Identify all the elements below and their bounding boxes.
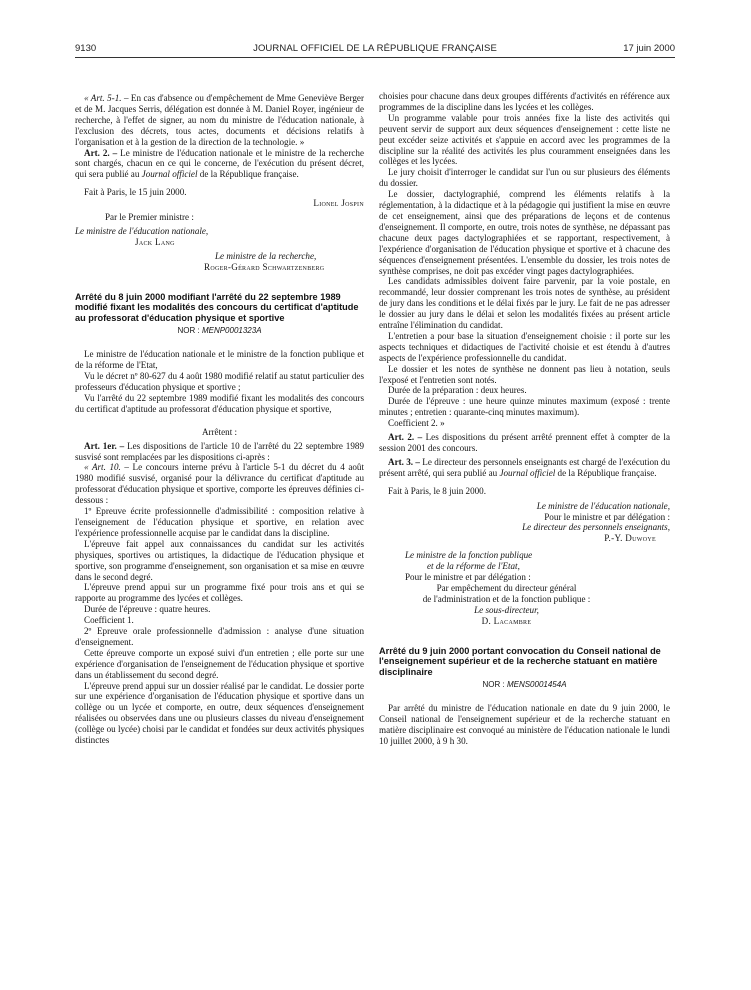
vu-decret: Vu le décret nº 80-627 du 4 août 1980 modifié relatif au statut particulier des professeurs d'éducation physique et sportive ;: [75, 371, 364, 392]
journal-officiel-ref: Journal officiel: [141, 169, 198, 180]
page-number: 9130: [75, 43, 97, 54]
ministre-education-label: Le ministre de l'éducation nationale,: [75, 225, 209, 236]
entretien: L'entretien a pour base la situation d'enseignement choisie : il porte sur les aspects techniques et didactiques de l'activité choisie et est étendu à d'autres aspects de l'expérience professionnelle du candidat.: [379, 330, 670, 363]
sig-administration: de l'administration et de la fonction publique :: [422, 593, 591, 604]
nor-label-2: NOR :: [482, 680, 505, 690]
epreuve-orale-expose: Cette épreuve comporte un exposé suivi d'un entretien ; elle porte sur une expérience d'organisation de l'enseignement de l'éducation physique et sportive dans un établissement du second degré.: [75, 647, 364, 680]
signature-jospin: Lionel Jospin: [313, 198, 364, 209]
epreuve-ecrite-duree: Durée de l'épreuve : quatre heures.: [84, 604, 211, 615]
sig-ministre-fonction-publique: Le ministre de la fonction publique: [405, 550, 533, 561]
signature-lang: Jack Lang: [135, 236, 175, 247]
duree-preparation: Durée de la préparation : deux heures.: [388, 385, 527, 396]
notation: Le dossier et les notes de synthèse ne donnent pas lieu à notation, seuls l'exposé et l'entretien sont notés.: [379, 363, 670, 385]
header-rule: [75, 57, 675, 58]
jury-choix: Le jury choisit d'interroger le candidat sur l'un ou sur plusieurs des éléments du dossier.: [379, 167, 670, 189]
left-column: [75, 93, 364, 746]
article-10-text: Le concours interne prévu à l'article 5-1 du décret du 4 août 1980 modifié susvisé, organisé pour la délivrance du certificat d'aptitude au professorat d'éducation physique et sportive, comporte les épreuves définies ci-dessous :: [75, 462, 364, 506]
intro-paragraph: Le ministre de l'éducation nationale et le ministre de la fonction publique et de la réforme de l'Etat,: [75, 349, 364, 371]
sig-sous-directeur: Le sous-directeur,: [474, 604, 539, 615]
article-2-arrete-text: Les dispositions du présent arrêté prennent effet à compter de la session 2001 des concours.: [379, 432, 670, 453]
article-5-1-text: En cas d'absence ou d'empêchement de Mme Geneviève Berger et de M. Jacques Serris, délégation est donnée à M. Daniel Royer, ingénieur de recherche, à l'effet de signer, au nom du ministre de l'éducation nationale, à l'exclusion des décrets, tous actes, documents et décisions relatifs à l'organisation et à la gestion de la direction de la technologie. »: [75, 93, 364, 147]
sig-delegation: Pour le ministre et par délégation :: [544, 511, 670, 522]
envoi-dossier: Les candidats admissibles doivent faire parvenir, par la voie postale, en recommandé, leur dossier comprenant les trois notes de synthèse, au président de jury dans les conditions et le délai fixés par le jury. Le fait de ne pas adresser le dossier au jury dans le délai et selon les modalités fixées au présent article entraîne l'élimination du candidat.: [379, 276, 670, 331]
article-1-lead: Art. 1er. –: [84, 440, 125, 451]
sig-directeur: Le directeur des personnels enseignants,: [522, 522, 670, 533]
article-2-end: de la République française.: [197, 169, 299, 180]
article-5-1: [75, 93, 364, 148]
nor-label: NOR :: [177, 326, 200, 336]
decree-title-8-juin: Arrêté du 8 juin 2000 modifiant l'arrêté du 22 septembre 1989 modifié fixant les modalités des concours du certificat d'aptitude au professorat d'éducation physique et sportive: [75, 291, 359, 323]
article-10-lead: « Art. 10. –: [84, 462, 129, 473]
programme-activites: Un programme valable pour trois années fixe la liste des activités qui peuvent servir de support aux deux séquences d'enseignement : cette liste ne peut excéder seize activités et s'appuie en accord avec les programmes de la discipline sur la réalité des activités les plus couramment enseignées dans les collèges et les lycées.: [379, 112, 670, 167]
article-2-lead: Art. 2. –: [84, 147, 118, 158]
article-3-text: Le directeur des personnels enseignants est chargé de l'exécution du présent arrêté, qui sera publié au: [379, 456, 670, 478]
sig-reforme-etat: et de la réforme de l'Etat,: [427, 561, 520, 572]
article-3-lead: Art. 3. –: [388, 456, 420, 467]
vu-arrete: Vu l'arrêté du 22 septembre 1989 modifié fixant les modalités des concours du certificat d'aptitude au professorat d'éducation physique et sportive,: [75, 392, 364, 414]
journal-officiel-ref-2: Journal officiel: [499, 467, 556, 478]
article-3-end: de la République française.: [555, 467, 657, 478]
convocation-paragraph: Par arrêté du ministre de l'éducation nationale en date du 9 juin 2000, le Conseil national de l'enseignement supérieur et de la recherche statuant en matière disciplinaire est convoqué au ministère de l'éducation nationale le lundi 10 juillet 2000, à 9 h 30.: [379, 703, 670, 746]
epreuve-ecrite-coefficient: Coefficient 1.: [84, 615, 134, 626]
par-premier-ministre: Par le Premier ministre :: [105, 212, 194, 223]
nor-reference-2: [379, 680, 670, 691]
arretent: Arrêtent :: [201, 426, 238, 437]
article-2-text: Le ministre de l'éducation nationale et le ministre de la recherche sont chargés, chacun en ce qui le concerne, de l'exécution du présent décret, qui sera publié au: [75, 147, 364, 180]
dossier-contenu: Le dossier, dactylographié, comprend les éléments relatifs à la réglementation, à la didactique et à la pédagogie qui justifient la mise en œuvre de cet enseignement, ainsi que des préparations de leçons et de contenus d'enseignement. Il comporte, en outre, trois notes de synthèse, ne dépassant pas chacune deux pages dactylographiées et se rapportant, respectivement, à l'expérience d'organisation de l'éducation physique et sportive et à chacune des séquences d'enseignement présentées. L'ensemble du dossier, les trois notes de synthèse comprises, ne doit pas excéder vingt pages dactylographiées.: [379, 189, 670, 276]
fait-a-paris-8-juin: Fait à Paris, le 8 juin 2000.: [388, 485, 487, 496]
signature-duwoye: P.-Y. Duwoye: [604, 533, 656, 544]
nor-code-2: MENS0001454A: [506, 680, 567, 690]
page-header: [75, 43, 675, 57]
article-1: [75, 441, 364, 463]
decree-title-9-juin: Arrêté du 9 juin 2000 portant convocation du Conseil national de l'enseignement supérieur et de la recherche statuant en matière disciplinaire: [379, 645, 661, 677]
duree-epreuve: Durée de l'épreuve : une heure quinze minutes maximum (exposé : trente minutes ; entretien : quarante-cinq minutes maximum).: [379, 396, 670, 418]
nor-reference: [75, 326, 364, 337]
sig-delegation-2: Pour le ministre et par délégation :: [405, 572, 531, 583]
fait-a-paris: Fait à Paris, le 15 juin 2000.: [84, 187, 187, 198]
ministre-recherche-label: Le ministre de la recherche,: [215, 250, 317, 261]
signature-schwartzenberg: Roger-Gérard Schwartzenberg: [204, 261, 325, 272]
epreuve-ecrite-contenu: L'épreuve fait appel aux connaissances du candidat sur les activités physiques, sportives ou artistiques, la didactique de l'éducation physique et sportive, son programme d'enseignement, son organisation et sa mise en œuvre dans le second degré.: [75, 538, 364, 582]
sig-empechement: Par empêchement du directeur général: [436, 582, 577, 593]
epreuve-ecrite: 1º Epreuve écrite professionnelle d'admissibilité : composition relative à l'enseignement de l'éducation physique et sportive, en relation avec l'expérience professionnelle acquise par le candidat dans la discipline.: [75, 506, 364, 538]
journal-title: JOURNAL OFFICIEL DE LA RÉPUBLIQUE FRANÇAISE: [253, 43, 497, 54]
right-column: [379, 91, 670, 747]
article-3-arrete: [379, 457, 670, 479]
epreuve-orale-dossier: L'épreuve prend appui sur un dossier réalisé par le candidat. Le dossier porte sur une expérience d'organisation de l'éducation physique et sportive dans un collège ou un lycée et comporte, en outre, deux séquences d'enseignement réalisées ou observées dans une ou plusieurs classes du niveau d'enseignement (collège ou lycée) choisi par le candidat et fondées sur deux activités physiques distinctes: [75, 680, 364, 746]
nor-code: MENP0001323A: [201, 326, 262, 336]
signature-lacambre: D. Lacambre: [481, 615, 532, 626]
epreuve-ecrite-programme: L'épreuve prend appui sur un programme fixé pour trois ans et qui se rapporte au programme des lycées et collèges.: [75, 582, 364, 604]
coefficient-2: Coefficient 2. »: [388, 418, 445, 429]
article-2-decree: [75, 148, 364, 181]
sig-ministre-education: Le ministre de l'éducation nationale,: [536, 500, 670, 511]
epreuve-orale: 2º Epreuve orale professionnelle d'admission : analyse d'une situation d'enseignement.: [75, 626, 364, 647]
article-2-arrete: [379, 432, 670, 454]
issue-date: 17 juin 2000: [623, 43, 675, 54]
article-10: [75, 462, 364, 506]
article-2-arrete-lead: Art. 2. –: [388, 432, 423, 443]
dossier-continuation: choisies pour chacune dans deux groupes différents d'activités en référence aux programmes de la discipline dans les lycées et les collèges.: [379, 91, 670, 112]
article-5-1-lead: « Art. 5-1. –: [84, 93, 129, 103]
article-1-text: Les dispositions de l'article 10 de l'arrêté du 22 septembre 1989 susvisé sont remplacées par les dispositions ci-après :: [75, 440, 364, 462]
